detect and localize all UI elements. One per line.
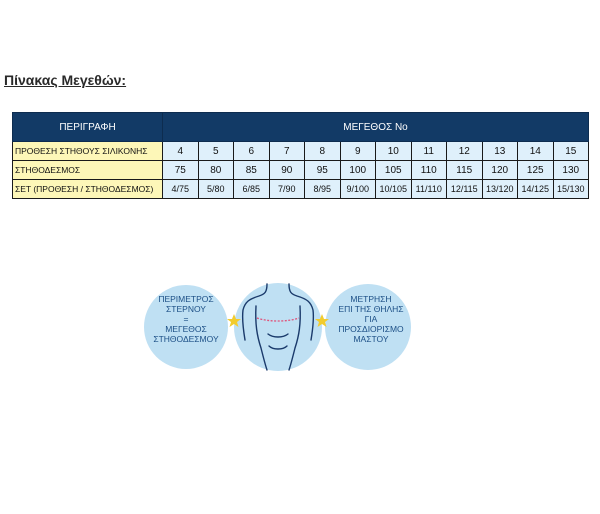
- measurement-infographic: [143, 272, 413, 382]
- table-cell: 80: [198, 161, 234, 180]
- table-cell: 9: [340, 142, 376, 161]
- right-text-line: ΠΡΟΣΔΙΟΡΙΣΜΟ: [338, 324, 404, 334]
- table-cell: 5: [198, 142, 234, 161]
- left-text-line: =: [183, 314, 189, 324]
- table-cell: 85: [234, 161, 270, 180]
- table-cell: 14: [518, 142, 554, 161]
- table-row-bra: [13, 161, 589, 180]
- left-text-line: ΣΤΗΘΟΔΕΣΜΟΥ: [153, 334, 219, 344]
- table-cell: 105: [376, 161, 412, 180]
- table-cell: 4: [163, 142, 199, 161]
- left-text-line: ΠΕΡΙΜΕΤΡΟΣ: [158, 294, 214, 304]
- table-cell: 120: [482, 161, 518, 180]
- table-cell: 75: [163, 161, 199, 180]
- table-cell: 95: [305, 161, 341, 180]
- table-cell: 11/110: [411, 180, 447, 199]
- table-cell: 14/125: [518, 180, 554, 199]
- table-cell: 4/75: [163, 180, 199, 199]
- table-cell: 12: [447, 142, 483, 161]
- right-text-line: ΜΕΤΡΗΣΗ: [350, 294, 392, 304]
- table-cell: 15: [553, 142, 589, 161]
- table-cell: 125: [518, 161, 554, 180]
- table-cell: 7/90: [269, 180, 305, 199]
- row-label: ΠΡΟΘΕΣΗ ΣΤΗΘΟΥΣ ΣΙΛΙΚΟΝΗΣ: [13, 142, 163, 161]
- table-cell: 7: [269, 142, 305, 161]
- right-text-line: ΓΙΑ: [364, 314, 378, 324]
- table-cell: 8/95: [305, 180, 341, 199]
- table-cell: 13/120: [482, 180, 518, 199]
- table-cell: 9/100: [340, 180, 376, 199]
- left-text-line: ΣΤΕΡΝΟΥ: [166, 304, 206, 314]
- table-cell: 90: [269, 161, 305, 180]
- page-title: Πίνακας Μεγεθών:: [4, 72, 127, 88]
- table-cell: 10: [376, 142, 412, 161]
- size-table: [12, 112, 589, 199]
- right-text-line: ΜΑΣΤΟΥ: [353, 334, 389, 344]
- table-cell: 6: [234, 142, 270, 161]
- table-cell: 12/115: [447, 180, 483, 199]
- row-label: ΣΤΗΘΟΔΕΣΜΟΣ: [13, 161, 163, 180]
- table-cell: 130: [553, 161, 589, 180]
- table-cell: 5/80: [198, 180, 234, 199]
- table-cell: 15/130: [553, 180, 589, 199]
- right-text-line: ΕΠΙ ΤΗΣ ΘΗΛΗΣ: [338, 304, 404, 314]
- header-size: ΜΕΓΕΘΟΣ Νο: [163, 113, 589, 142]
- middle-circle: [234, 283, 322, 371]
- table-cell: 6/85: [234, 180, 270, 199]
- table-cell: 10/105: [376, 180, 412, 199]
- table-header-row: [13, 113, 589, 142]
- table-cell: 115: [447, 161, 483, 180]
- table-cell: 13: [482, 142, 518, 161]
- header-description: ΠΕΡΙΓΡΑΦΗ: [13, 113, 163, 142]
- table-cell: 8: [305, 142, 341, 161]
- table-row-prosthesis: [13, 142, 589, 161]
- row-label: ΣΕΤ (ΠΡΟΘΕΣΗ / ΣΤΗΘΟΔΕΣΜΟΣ): [13, 180, 163, 199]
- table-cell: 11: [411, 142, 447, 161]
- table-row-set: [13, 180, 589, 199]
- table-cell: 100: [340, 161, 376, 180]
- table-cell: 110: [411, 161, 447, 180]
- left-text-line: ΜΕΓΕΘΟΣ: [165, 324, 207, 334]
